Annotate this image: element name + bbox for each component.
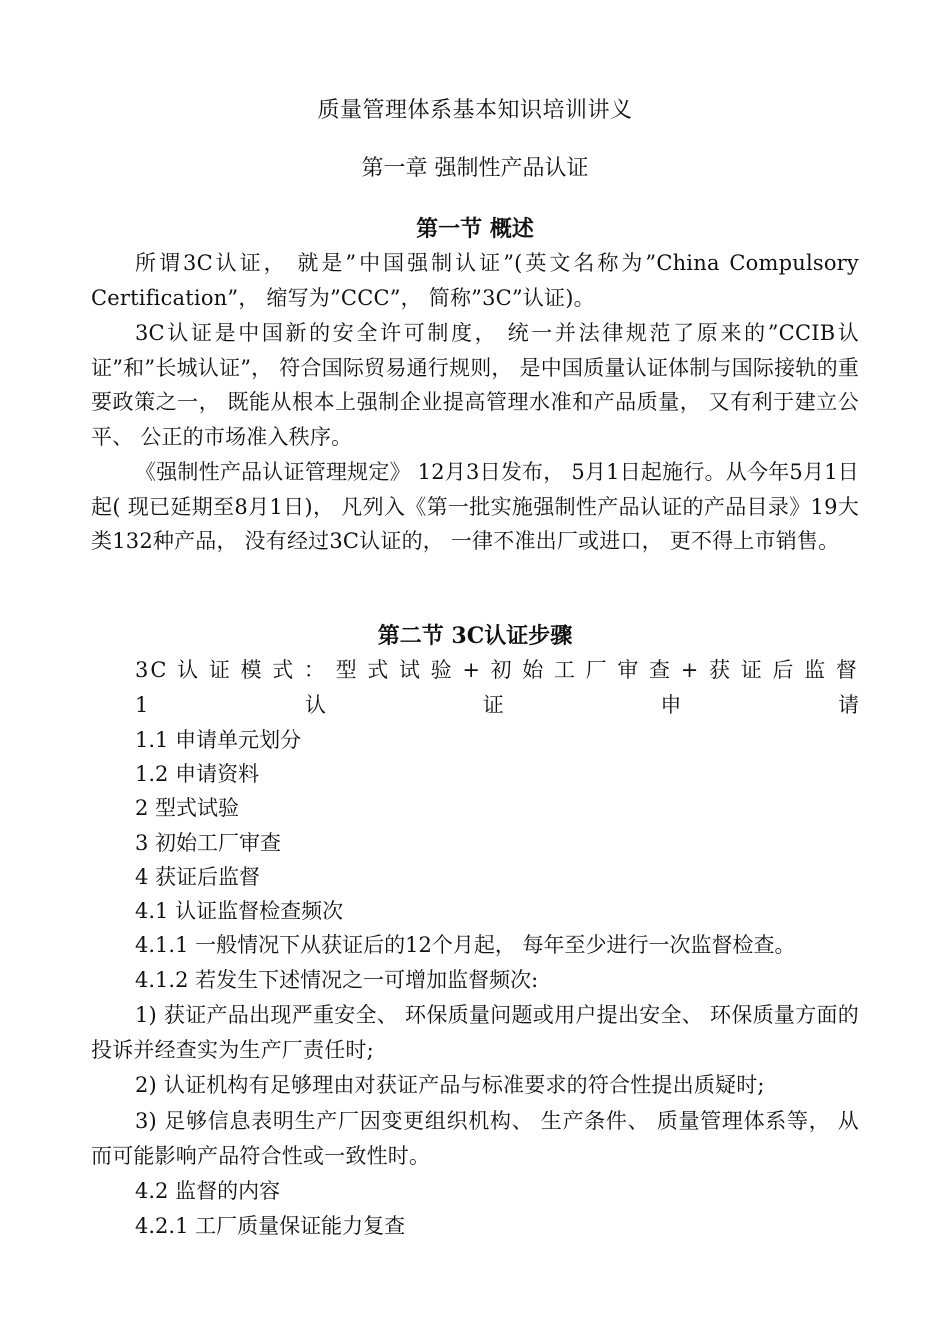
mode-line-token: ： [303, 658, 327, 682]
paragraph-3c-policy: 3C认证是中国新的安全许可制度， 统一并法律规范了原来的”CCIB认证”和”长城认证”， 符合国际贸易通行规则， 是中国质量认证体制与国际接轨的重要政策之一， 既能从根本上强制企业提高管理水准和产品质量， 又有利于建立公平、 公正的市场准入秩序。 [91, 321, 859, 449]
mode-line-token: 证 [208, 658, 232, 682]
mode-line-token: 3C [135, 658, 169, 682]
mode-line-token: 督 [835, 658, 859, 682]
mode-line-token: 工 [553, 658, 577, 682]
item-1-1: 1.1 申请单元划分 [135, 728, 302, 752]
mode-line-token: 始 [522, 658, 546, 682]
mode-line-token: + [680, 658, 701, 682]
step1-line-token: 请 [838, 693, 859, 717]
mode-line-token: 初 [490, 658, 514, 682]
step1-line-token: 申 [660, 693, 682, 717]
step-1-line [135, 688, 859, 722]
chapter-title: 第一章 强制性产品认证 [361, 156, 589, 181]
mode-line-token: 审 [617, 658, 641, 682]
section-heading-overview: 第一节 概述 [416, 216, 534, 242]
mode-line-token: 证 [740, 658, 764, 682]
paragraph-3c-regulation: 《强制性产品认证管理规定》 12月3日发布， 5月1日起施行。从今年5月1日起( 现已延期至8月1日)， 凡列入《第一批实施强制性产品认证的产品目录》19大类132种产品， 没有经过3C认证的， 一律不准出厂或进口， 更不得上市销售。 [91, 460, 859, 553]
item-4-1-1: 4.1.1 一般情况下从获证后的12个月起， 每年至少进行一次监督检查。 [135, 933, 796, 957]
item-1-2: 1.2 申请资料 [135, 762, 260, 786]
case-3: 3) 足够信息表明生产厂因变更组织机构、 生产条件、 质量管理体系等， 从而可能影响产品符合性或一致性时。 [91, 1109, 859, 1168]
mode-line-token: 模 [240, 658, 264, 682]
mode-line-token: 型 [335, 658, 359, 682]
mode-line-token: 厂 [585, 658, 609, 682]
mode-line-token: 后 [772, 658, 796, 682]
item-4-1: 4.1 认证监督检查频次 [135, 899, 344, 923]
mode-line-token: 认 [177, 658, 201, 682]
mode-line-token: 验 [430, 658, 454, 682]
item-4-1-2: 4.1.2 若发生下述情况之一可增加监督频次: [135, 968, 539, 992]
paragraph-3c-definition: 所谓3C认证， 就是”中国强制认证”(英文名称为”China Compulsory Certification”， 缩写为”CCC”， 简称”3C”认证)。 [91, 251, 859, 310]
item-4: 4 获证后监督 [135, 865, 261, 889]
case-1: 1) 获证产品出现严重安全、 环保质量问题或用户提出安全、 环保质量方面的投诉并经查实为生产厂责任时; [91, 1003, 859, 1062]
item-4-2-1: 4.2.1 工厂质量保证能力复查 [135, 1214, 406, 1238]
document-title: 质量管理体系基本知识培训讲义 [317, 98, 633, 123]
mode-line-token: 式 [367, 658, 391, 682]
item-2: 2 型式试验 [135, 796, 240, 820]
certification-mode-line [135, 653, 859, 687]
mode-line-token: 监 [804, 658, 828, 682]
mode-line-token: + [462, 658, 482, 682]
mode-line-token: 式 [272, 658, 296, 682]
step1-line-token: 认 [305, 693, 327, 717]
item-4-2: 4.2 监督的内容 [135, 1179, 281, 1203]
section-heading-steps: 第二节 3C认证步骤 [377, 623, 573, 649]
case-2: 2) 认证机构有足够理由对获证产品与标准要求的符合性提出质疑时; [135, 1073, 765, 1097]
step1-line-token: 1 [135, 693, 149, 717]
step1-line-token: 证 [482, 693, 504, 717]
mode-line-token: 试 [398, 658, 422, 682]
mode-line-token: 获 [709, 658, 733, 682]
item-3: 3 初始工厂审查 [135, 831, 282, 855]
mode-line-token: 查 [649, 658, 673, 682]
